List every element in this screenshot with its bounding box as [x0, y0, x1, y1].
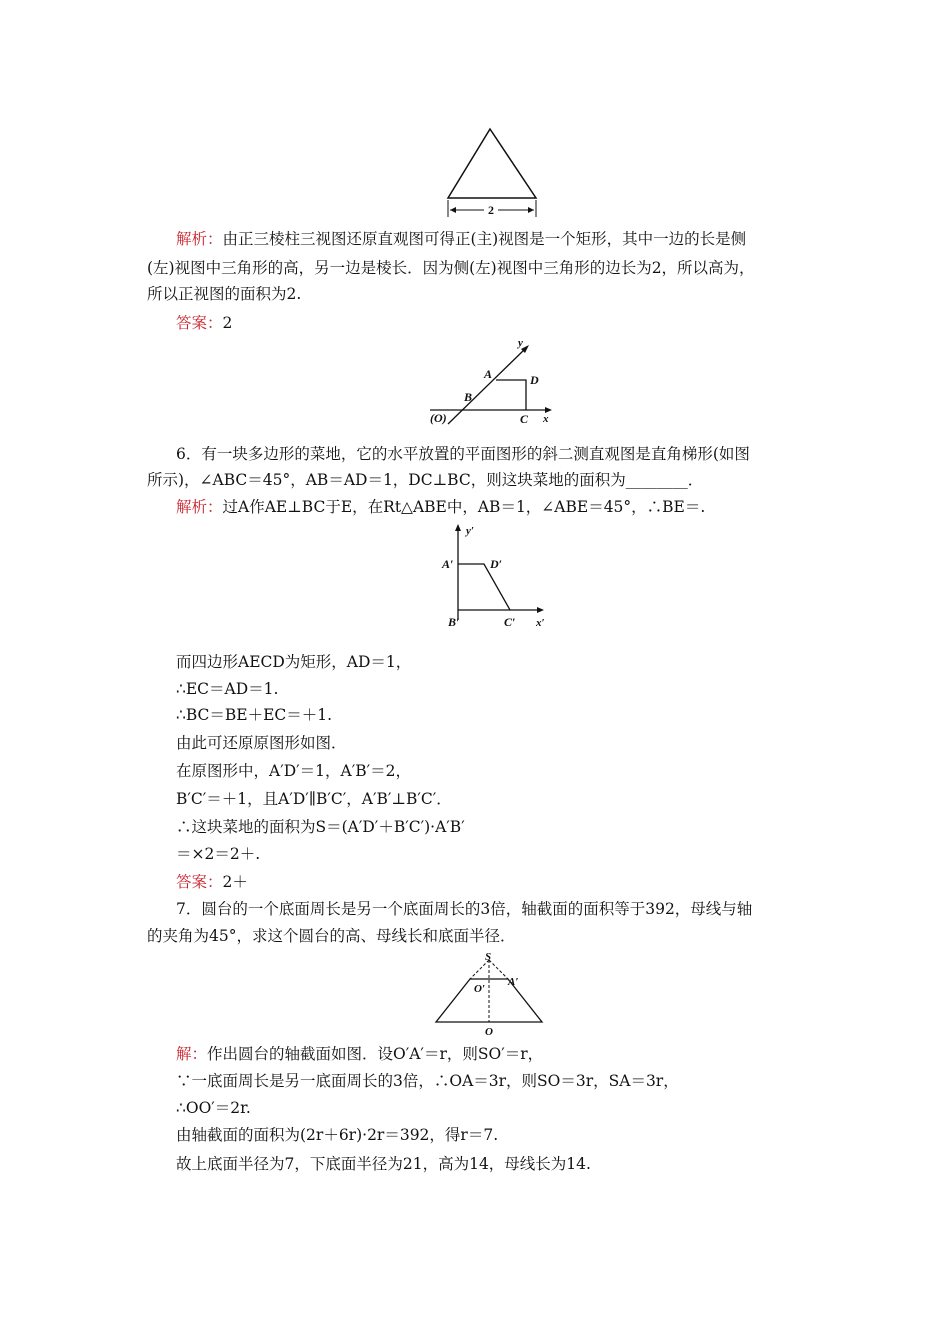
answer-label: 答案： [176, 314, 223, 332]
restored-C-label: C′ [504, 615, 516, 629]
sol5-line3: 所以正视图的面积为2. [147, 285, 302, 303]
triangle-shape [448, 129, 536, 198]
answer-label: 答案： [176, 873, 223, 891]
q6-solution-label: 解析： [176, 498, 223, 516]
q6-line1: 6．有一块多边形的菜地，它的水平放置的平面图形的斜二测直观图是直角梯形(如图 [176, 445, 750, 463]
sol7-line2: ∵一底面周长是另一底面周长的3倍，∴OA＝3r，则SO＝3r，SA＝3r， [176, 1072, 679, 1090]
q7-line2: 的夹角为45°，求这个圆台的高、母线长和底面半径． [147, 927, 516, 945]
oblique-O-label: (O) [430, 411, 447, 425]
oblique-figure [426, 338, 566, 426]
restored-y-label: y′ [466, 525, 474, 537]
q6b-line5: 在原图形中，A′D′＝1，A′B′＝2， [176, 762, 412, 780]
oblique-C-label: C [520, 412, 529, 426]
sol7-label: 解： [176, 1045, 208, 1063]
oblique-D-label: D [530, 373, 539, 387]
q6b-line7: ∴这块菜地的面积为S＝(A′D′＋B′C′)·A′B′ [176, 818, 465, 836]
frustum-S-label: S [485, 951, 492, 963]
restored-x-label: x′ [536, 617, 545, 629]
q6b-line2: ∴EC＝AD＝1. [176, 680, 279, 698]
restored-D-label: D′ [490, 557, 503, 571]
triangle-figure [440, 125, 550, 220]
sol5-label: 解析： [176, 230, 223, 248]
frustum-O-label: O [485, 1026, 493, 1038]
frustum-A-label: A′ [508, 976, 519, 988]
restored-B-label: B′ [448, 615, 460, 629]
sol7-line5: 故上底面半径为7，下底面半径为21，高为14，母线长为14. [176, 1155, 591, 1173]
oblique-A-label: A [484, 367, 493, 381]
frustum-O1-label: O′ [474, 983, 486, 995]
q6b-line3: ∴BC＝BE＋EC＝＋1. [176, 706, 333, 724]
restored-figure [432, 520, 552, 632]
sol5-answer: 答案：2 [176, 314, 233, 332]
q6b-line4: 由此可还原原图形如图． [176, 734, 347, 752]
oblique-x-label: x [543, 413, 549, 425]
restored-A-label: A′ [442, 557, 454, 571]
sol5-line2: (左)视图中三角形的高，另一边是棱长．因为侧(左)视图中三角形的边长为2，所以高为， [147, 259, 755, 277]
sol7-line1: 解：作出圆台的轴截面如图．设O′A′＝r，则SO′＝r， [176, 1045, 544, 1063]
triangle-dim-label: 2 [488, 203, 494, 217]
oblique-B-label: B [464, 390, 473, 404]
frustum-figure [432, 952, 547, 1040]
q6-answer: 答案：2＋ [176, 873, 248, 891]
q6b-line8: ＝×2＝2＋. [176, 845, 261, 863]
q6-line2: 所示)，∠ABC＝45°，AB＝AD＝1，DC⊥BC，则这块菜地的面积为________． [147, 471, 704, 489]
q6-solution-line1: 解析：过A作AE⊥BC于E，在Rt△ABE中，AB＝1，∠ABE＝45°，∴BE＝. [176, 498, 706, 516]
sol5-line1: 解析：由正三棱柱三视图还原直观图可得正(主)视图是一个矩形，其中一边的长是侧 [176, 230, 747, 248]
sol7-line3: ∴OO′＝2r. [176, 1099, 251, 1117]
q6b-line6: B′C′＝＋1，且A′D′∥B′C′，A′B′⊥B′C′． [176, 790, 452, 808]
q7-line1: 7．圆台的一个底面周长是另一个底面周长的3倍，轴截面的面积等于392，母线与轴 [176, 900, 753, 918]
oblique-y-label: y [518, 337, 523, 349]
sol7-line4: 由轴截面的面积为(2r＋6r)·2r＝392，得r＝7. [176, 1126, 499, 1144]
q6b-line1: 而四边形AECD为矩形，AD＝1， [176, 653, 412, 671]
